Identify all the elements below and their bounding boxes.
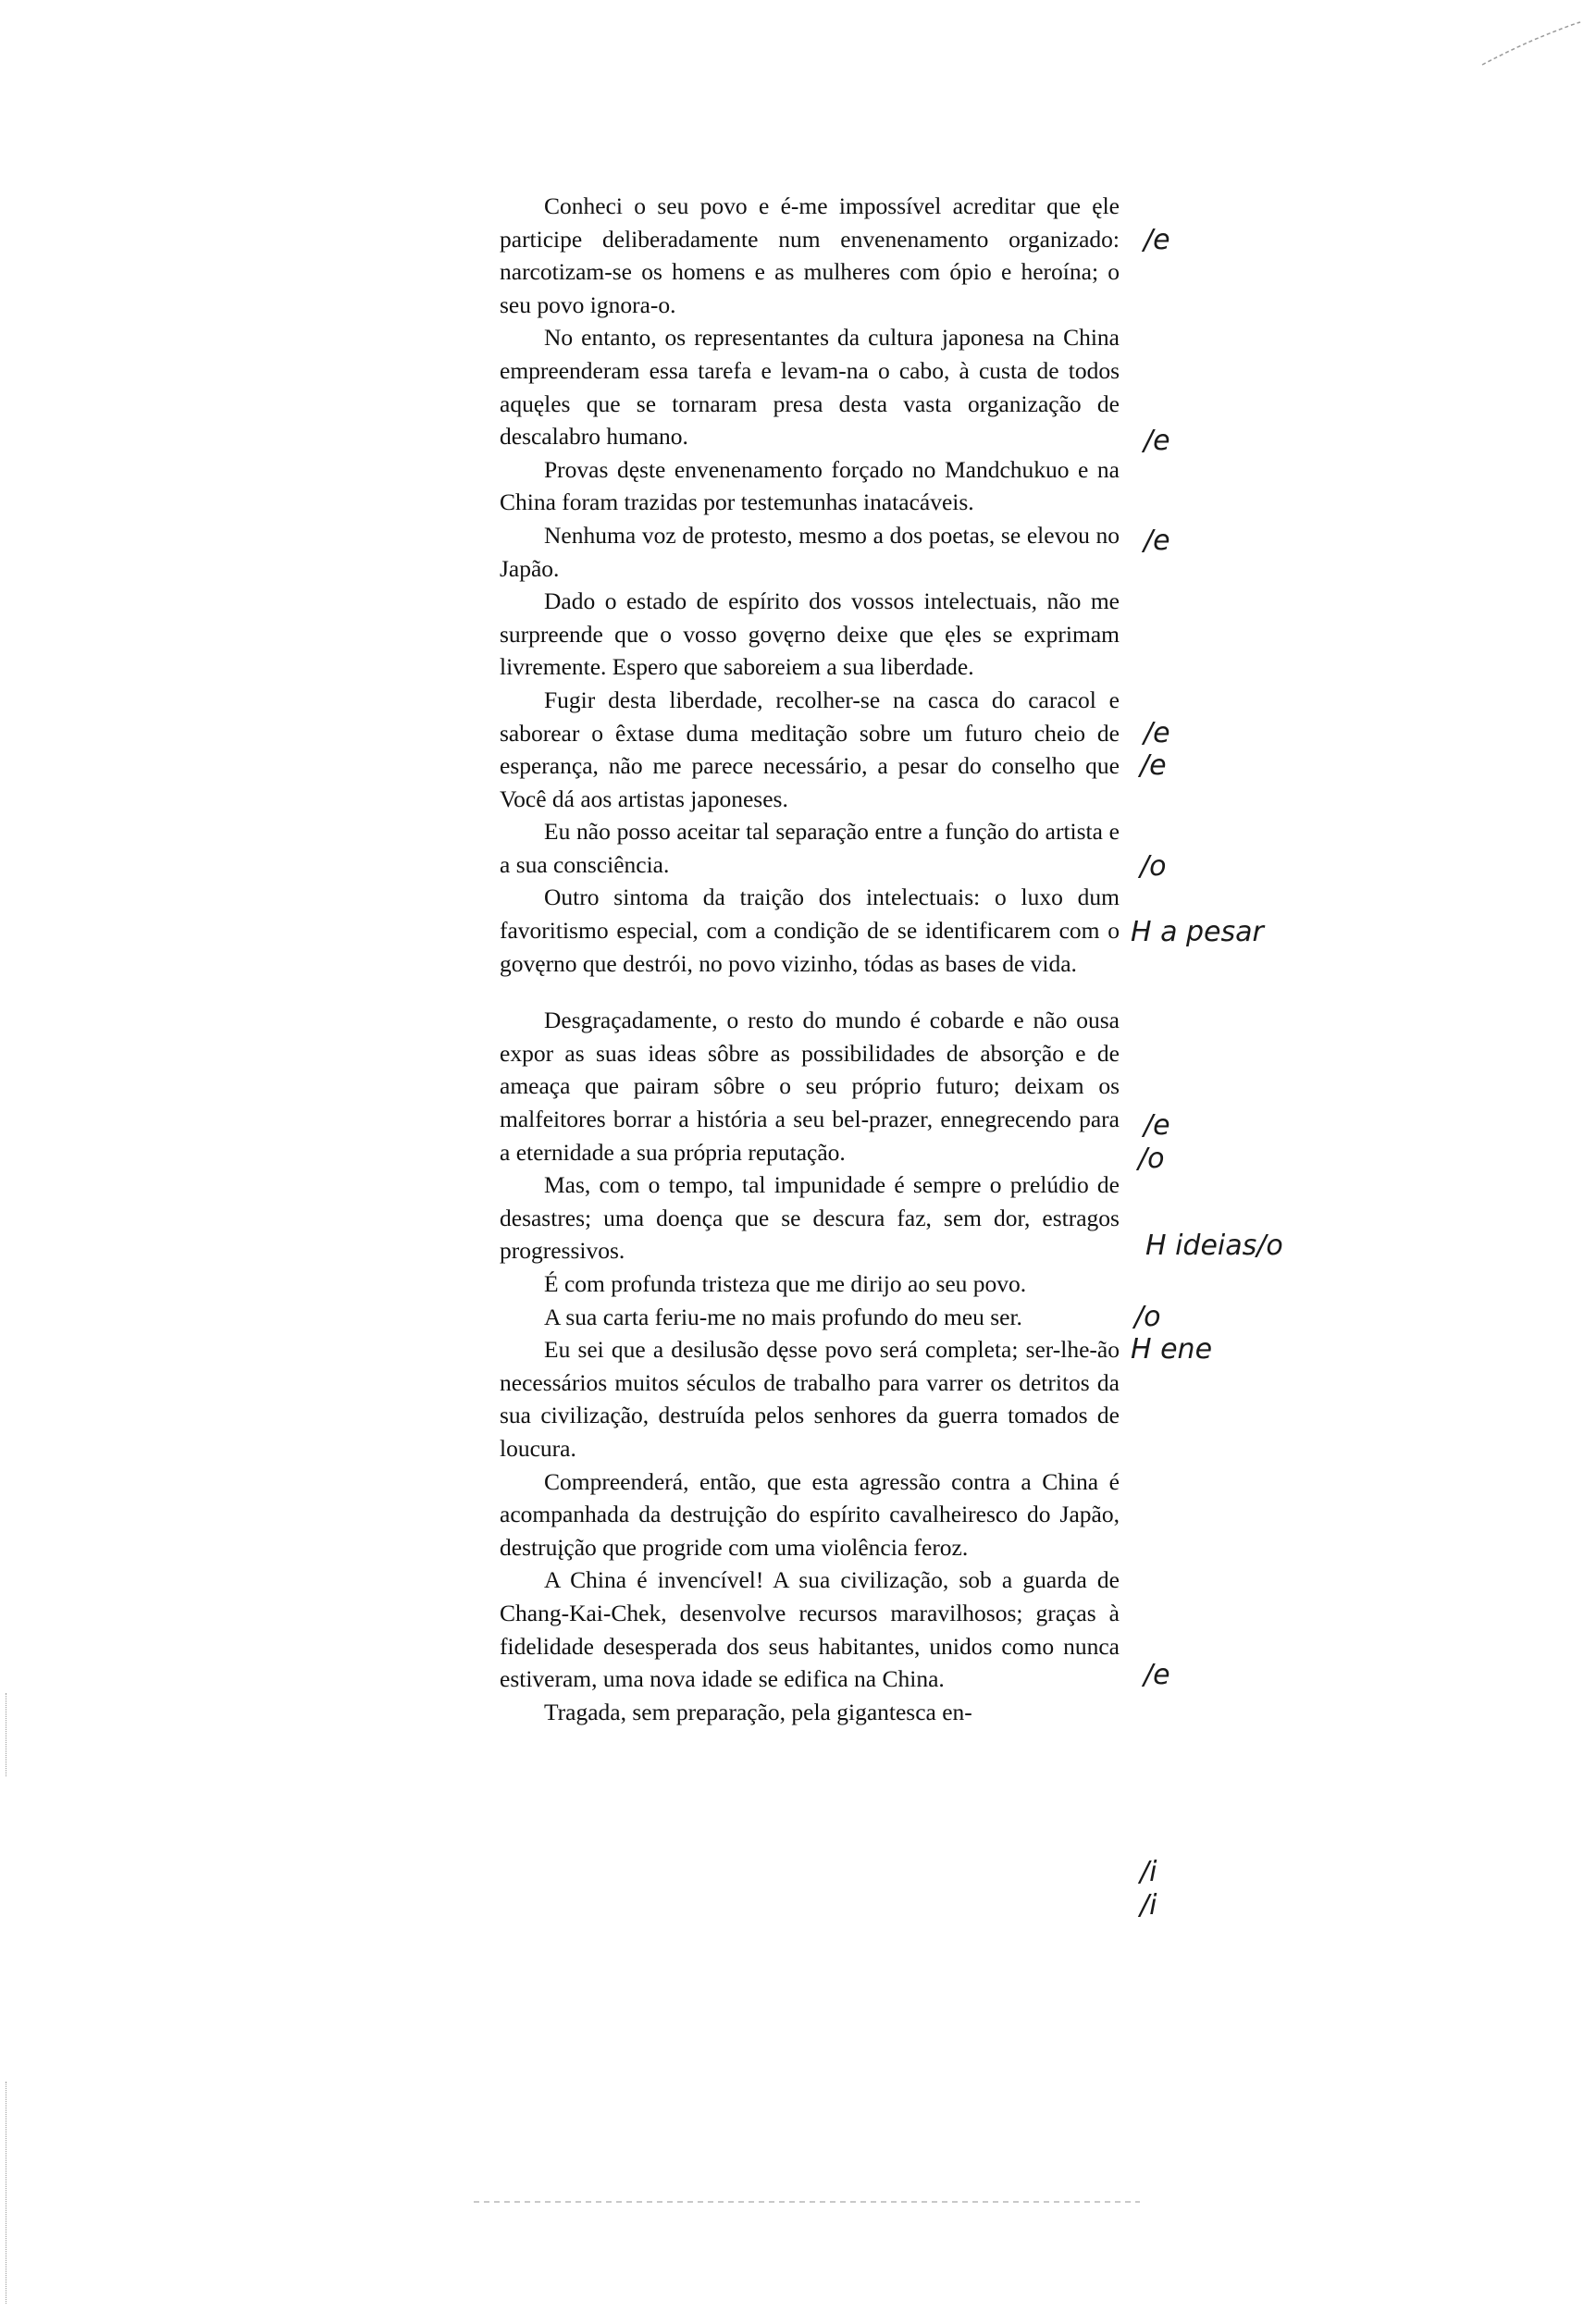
paragraph: Dado o estado de espírito dos vossos intelectuais, não me surpreende que o vosso govęrno deixe que ęles se exprimam livremente. Espero que saboreiem a sua liberdade. [500, 587, 1120, 681]
margin-correction: /e [1144, 1109, 1170, 1142]
scan-edge-dots [6, 2082, 9, 2304]
paragraph: Fugir desta liberdade, recolher-se na casca do caracol e saborear o êxtase duma meditação sobre um futuro cheio de esperança, não me parece necessário, a pesar do conselho que Você dá aos artistas japoneses. [500, 686, 1120, 812]
margin-correction: /e [1144, 717, 1170, 749]
paragraph: É com profunda tristeza que me dirijo ao seu povo. [544, 1270, 1027, 1297]
paragraph: Conheci o seu povo e é-me impossível acreditar que ęle participe deliberadamente num envenenamento organizado: narcotizam-se os homens e as mulheres com ópio e heroína; o seu povo ignora-o. [500, 192, 1120, 318]
paragraph: Provas dęste envenenamento forçado no Mandchukuo e na China foram trazidas por testemunhas inatacáveis. [500, 455, 1120, 516]
letter-body [500, 190, 1120, 1728]
paragraph: A China é invencível! A sua civilização, sob a guarda de Chang-Kai-Chek, desenvolve recursos maravilhosos; graças à fidelidade desesperada dos seus habitantes, unidos como nunca estiveram, uma nova idade se edifica na China. [500, 1566, 1120, 1693]
margin-correction: H a pesar [1131, 916, 1264, 948]
margin-correction: /i [1140, 1889, 1157, 1922]
margin-correction: /e [1144, 425, 1170, 457]
paragraph: A sua carta feriu-me no mais profundo do meu ser. [544, 1303, 1022, 1330]
scan-smudge [1480, 19, 1582, 74]
paragraph: Nenhuma voz de protesto, mesmo a dos poetas, se elevou no Japão. [500, 521, 1120, 582]
paragraph: Outro sintoma da traição dos intelectuais: o luxo dum favoritismo especial, com a condição de se identificarem com o govęrno que destrói, no povo vizinho, tódas as bases de vida. [500, 884, 1120, 977]
paragraph: Tragada, sem preparação, pela gigantesca en- [544, 1698, 972, 1725]
paragraph: No entanto, os representantes da cultura japonesa na China empreenderam essa tarefa e levam-na o cabo, à custa de todos aquęles que se tornaram presa desta vasta organização de descalabro humano. [500, 324, 1120, 451]
paragraph: Eu sei que a desilusão dęsse povo será completa; ser-lhe-ão necessários muitos séculos de trabalho para varrer os detritos da sua civilização, destruída pelos senhores da guerra tomados de loucura. [500, 1336, 1120, 1462]
paragraph: Eu não posso aceitar tal separação entre a função do artista e a sua consciência. [500, 818, 1120, 878]
margin-correction: H ene [1131, 1333, 1213, 1366]
margin-correction: H ideias/o [1145, 1230, 1283, 1262]
margin-correction: /i [1140, 1856, 1157, 1888]
paragraph: Mas, com o tempo, tal impunidade é sempre o prelúdio de desastres; uma doença que se descura faz, sem dor, estragos progressivos. [500, 1171, 1120, 1265]
margin-correction: /o [1134, 1301, 1161, 1333]
paragraph: Compreenderá, então, que esta agressão contra a China é acompanhada da destruįção do espírito cavalheiresco do Japão, destruįção que progride com uma violência feroz. [500, 1467, 1120, 1561]
margin-correction: /e [1140, 749, 1167, 782]
scan-bottom-line [474, 2198, 1140, 2206]
scan-edge-dots [6, 1693, 9, 1776]
paragraph: Desgraçadamente, o resto do mundo é cobarde e não ousa expor as suas ideas sôbre as possibilidades de absorção e de ameaça que pairam sôbre o seu próprio futuro; deixam os malfeitores borrar a história a seu bel-prazer, ennegrecendo para a eternidade a sua própria reputação. [500, 1007, 1120, 1166]
margin-correction: /o [1138, 1143, 1165, 1175]
margin-correction: /e [1144, 1659, 1170, 1691]
section-gap [500, 980, 1120, 1004]
margin-correction: /e [1144, 224, 1170, 256]
margin-correction: /e [1144, 525, 1170, 557]
margin-correction: /o [1140, 850, 1167, 883]
